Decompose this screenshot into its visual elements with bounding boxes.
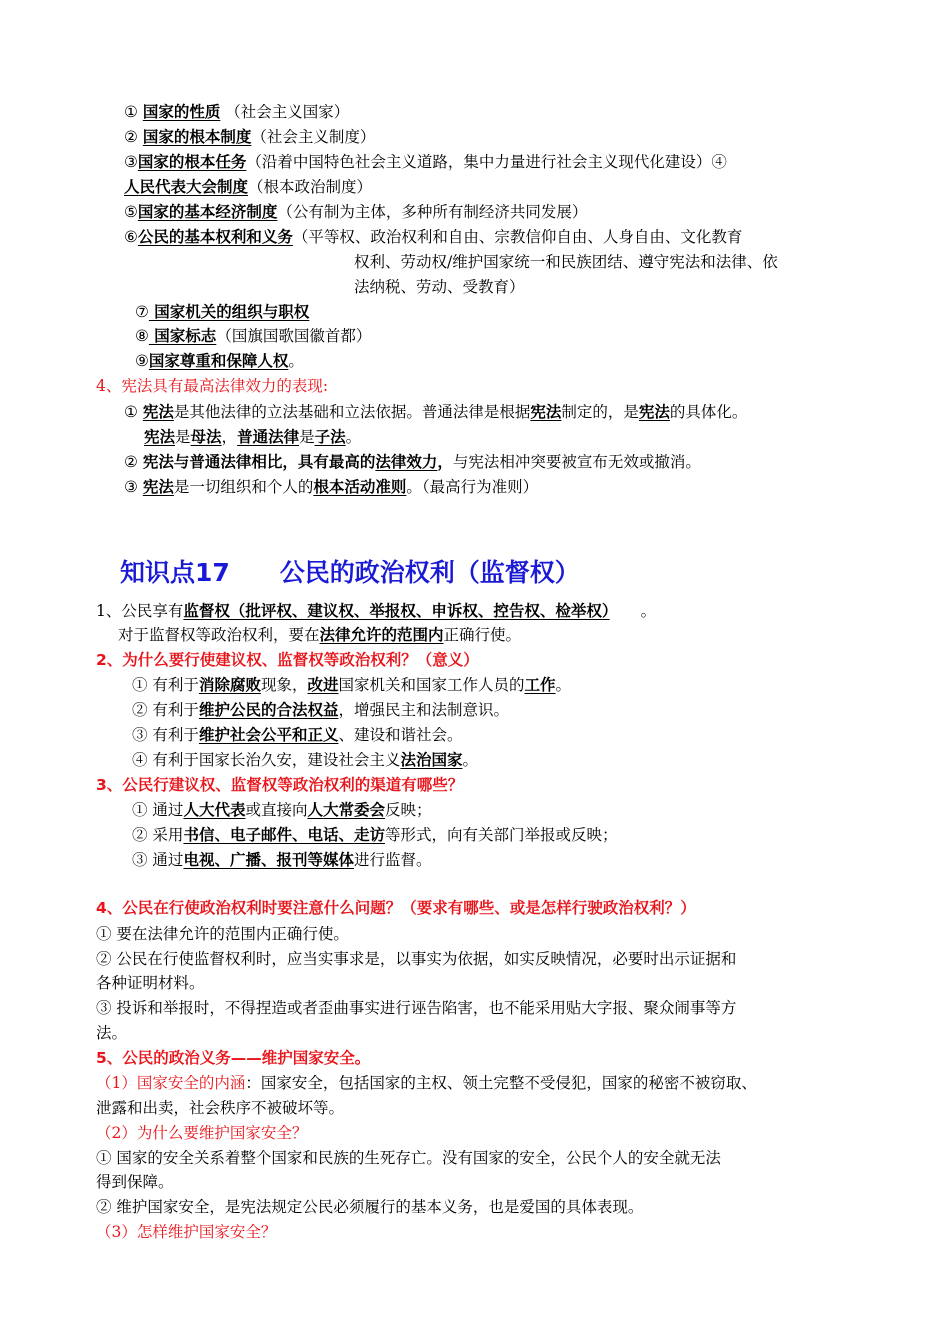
channel-item-3 bbox=[132, 849, 431, 871]
item-number: ⑥ bbox=[124, 228, 138, 246]
key-term: 人大常委会 bbox=[307, 801, 385, 819]
text: ：国家安全，包括国家的主权、领土完整不受侵犯，国家的秘密不被窃取、 bbox=[245, 1074, 757, 1092]
key-term: 国家的性质 bbox=[142, 103, 221, 121]
text: 现象， bbox=[260, 676, 308, 694]
content-item-3 bbox=[124, 151, 727, 173]
key-term: 电视、广播、报刊等媒体 bbox=[183, 851, 354, 869]
item-number: ① bbox=[124, 103, 138, 121]
text: 。 bbox=[345, 428, 362, 446]
key-term: 维护公民的合法权益 bbox=[198, 701, 339, 719]
item-note: （根本政治制度） bbox=[248, 178, 373, 196]
paragraph-line: 得到保障。 bbox=[96, 1173, 174, 1191]
text: ① 有利于 bbox=[132, 676, 199, 694]
key-term: 人大代表 bbox=[183, 801, 246, 819]
effect-point-3 bbox=[124, 476, 538, 498]
content-item-7 bbox=[135, 301, 309, 323]
text: ， bbox=[221, 428, 238, 446]
text: 、建设和谐社会。 bbox=[338, 726, 463, 744]
key-term: 国家尊重和保障人权 bbox=[148, 352, 289, 370]
significance-item-1 bbox=[132, 674, 571, 696]
significance-item-3 bbox=[132, 724, 462, 746]
text: 的具体化。 bbox=[669, 403, 748, 421]
key-term: 监督权（批评权、建议权、举报权、申诉权、控告权、检举权） bbox=[183, 602, 610, 620]
subheading: （2）为什么要维护国家安全？ bbox=[96, 1124, 308, 1142]
key-term: 法律允许的范围内 bbox=[319, 626, 444, 644]
text: 。 bbox=[555, 676, 572, 694]
item-number: ⑦ bbox=[135, 303, 149, 321]
key-term: 宪法 bbox=[530, 403, 562, 421]
significance-item-2 bbox=[132, 699, 509, 721]
text: 。 bbox=[462, 751, 478, 769]
item-number: ② bbox=[124, 453, 138, 471]
key-term: 国家的基本经济制度 bbox=[137, 203, 278, 221]
text: ④ 有利于国家长治久安，建设社会主义 bbox=[132, 751, 401, 769]
supervision-right-line bbox=[96, 600, 656, 622]
item-number: ⑨ bbox=[135, 352, 149, 370]
significance-item-4 bbox=[132, 749, 478, 771]
key-term: 法律效力 bbox=[375, 453, 438, 471]
key-term: 人民代表大会制度 bbox=[124, 178, 249, 196]
key-term: 消除腐败 bbox=[198, 676, 261, 694]
text: 是 bbox=[299, 428, 315, 446]
text: ② 有利于 bbox=[132, 701, 199, 719]
paragraph-line: ① 要在法律允许的范围内正确行使。 bbox=[96, 925, 349, 943]
key-term: 国家标志 bbox=[148, 327, 217, 345]
section-heading: 4、公民在行使政治权利时要注意什么问题？（要求有哪些、或是怎样行驶政治权利？） bbox=[96, 899, 696, 917]
key-term: 宪法 bbox=[142, 403, 174, 421]
text: 是其他法律的立法基础和立法依据。普通法律是根据 bbox=[173, 403, 531, 421]
content-item-8 bbox=[135, 325, 371, 347]
content-item-9 bbox=[135, 350, 304, 372]
paragraph-line: ② 公民在行使监督权利时，应当实事求是，以事实为依据，如实反映情况，必要时出示证据和 bbox=[96, 950, 737, 968]
item-number: ⑧ bbox=[135, 327, 149, 345]
content-item-1 bbox=[124, 101, 349, 123]
paragraph-line: 各种证明材料。 bbox=[96, 974, 205, 992]
section-heading: 2、为什么要行使建议权、监督权等政治权利？（意义） bbox=[96, 651, 479, 669]
key-term: 宪法 bbox=[144, 428, 176, 446]
supervision-right-usage bbox=[118, 624, 521, 646]
item-note: （公有制为主体，多种所有制经济共同发展） bbox=[277, 203, 588, 221]
effect-point-1 bbox=[124, 401, 747, 423]
key-term: 维护社会公平和正义 bbox=[198, 726, 339, 744]
key-term: 普通法律 bbox=[237, 428, 300, 446]
punctuation: 。 bbox=[288, 352, 304, 370]
section-heading: 3、公民行建议权、监督权等政治权利的渠道有哪些？ bbox=[96, 776, 464, 794]
text: ② 采用 bbox=[132, 826, 184, 844]
paragraph-line: ① 国家的安全关系着整个国家和民族的生死存亡。没有国家的安全，公民个人的安全就无法 bbox=[96, 1149, 721, 1167]
key-term: 子法 bbox=[314, 428, 346, 446]
text: 与宪法相冲突要被宣布无效或撤消。 bbox=[452, 453, 701, 471]
subheading-1-line bbox=[96, 1072, 757, 1094]
section-heading: 4、宪法具有最高法律效力的表现: bbox=[96, 377, 329, 395]
text: 1、公民享有 bbox=[96, 602, 184, 620]
item-number: ① bbox=[124, 403, 138, 421]
channel-item-1 bbox=[132, 799, 432, 821]
item-note: （平等权、政治权利和自由、宗教信仰自由、人身自由、文化教育 bbox=[292, 228, 743, 246]
key-term: 工作 bbox=[524, 676, 556, 694]
text: ③ 有利于 bbox=[132, 726, 199, 744]
effect-point-2 bbox=[124, 451, 701, 473]
paragraph-line: ③ 投诉和举报时，不得捏造或者歪曲事实进行诬告陷害，也不能采用贴大字报、聚众闹事等方 bbox=[96, 999, 737, 1017]
text: ，增强民主和法制意识。 bbox=[338, 701, 509, 719]
content-item-2 bbox=[124, 126, 375, 148]
key-term: 宪法 bbox=[142, 478, 174, 496]
item-note: （国旗国歌国徽首都） bbox=[216, 327, 372, 345]
key-term: 宪法 bbox=[638, 403, 670, 421]
item-note: （沿着中国特色社会主义道路，集中力量进行社会主义现代化建设）④ bbox=[246, 153, 727, 171]
section-heading: 5、公民的政治义务——维护国家安全。 bbox=[96, 1049, 371, 1067]
text: 等形式，向有关部门举报或反映； bbox=[384, 826, 618, 844]
key-term: 国家机关的组织与职权 bbox=[148, 303, 310, 321]
text: 反映； bbox=[384, 801, 432, 819]
key-term: 公民的基本权利和义务 bbox=[137, 228, 293, 246]
paragraph-line: 法。 bbox=[96, 1024, 128, 1042]
item-note: （社会主义国家） bbox=[225, 103, 350, 121]
text: 。 bbox=[609, 602, 657, 620]
text: 。（最高行为准则） bbox=[406, 478, 539, 496]
effect-point-1-continued bbox=[144, 426, 361, 448]
subheading: （1）国家安全的内涵 bbox=[96, 1074, 246, 1092]
item-number: ③ bbox=[124, 153, 138, 171]
key-term: 书信、电子邮件、电话、走访 bbox=[183, 826, 385, 844]
subheading: （3）怎样维护国家安全？ bbox=[96, 1223, 277, 1241]
paragraph-line: ② 维护国家安全，是宪法规定公民必须履行的基本义务，也是爱国的具体表现。 bbox=[96, 1198, 644, 1216]
key-term: 根本活动准则 bbox=[313, 478, 407, 496]
text: 或直接向 bbox=[245, 801, 308, 819]
text: 是一切组织和个人的 bbox=[173, 478, 314, 496]
key-term: 国家的根本制度 bbox=[142, 128, 252, 146]
text: ③ 通过 bbox=[132, 851, 184, 869]
text: 对于监督权等政治权利，要在 bbox=[118, 626, 320, 644]
text: 国家机关和国家工作人员的 bbox=[338, 676, 525, 694]
item-number: ⑤ bbox=[124, 203, 138, 221]
content-item-5 bbox=[124, 201, 587, 223]
bold-text: ， bbox=[437, 453, 453, 471]
paragraph-line: 泄露和出卖，社会秩序不被破坏等。 bbox=[96, 1099, 345, 1117]
page-title: 知识点17 公民的政治权利（监督权） bbox=[120, 558, 580, 587]
bold-text: 宪法与普通法律相比，具有最高的 bbox=[142, 453, 376, 471]
item-note: （社会主义制度） bbox=[251, 128, 376, 146]
key-term: 母法 bbox=[190, 428, 222, 446]
content-item-6 bbox=[124, 226, 742, 248]
key-term: 国家的根本任务 bbox=[137, 153, 247, 171]
content-item-4 bbox=[124, 176, 372, 198]
content-item-6-continued: 权利、劳动权/维护国家统一和民族团结、遵守宪法和法律、依 bbox=[354, 253, 778, 271]
key-term: 法治国家 bbox=[400, 751, 463, 769]
text: 是 bbox=[175, 428, 191, 446]
key-term: 改进 bbox=[307, 676, 339, 694]
text: 正确行使。 bbox=[443, 626, 522, 644]
text: 制定的，是 bbox=[561, 403, 639, 421]
item-number: ② bbox=[124, 128, 138, 146]
item-number: ③ bbox=[124, 478, 138, 496]
channel-item-2 bbox=[132, 824, 617, 846]
text: ① 通过 bbox=[132, 801, 184, 819]
content-item-6-continued: 法纳税、劳动、受教育） bbox=[354, 278, 525, 296]
text: 进行监督。 bbox=[353, 851, 432, 869]
